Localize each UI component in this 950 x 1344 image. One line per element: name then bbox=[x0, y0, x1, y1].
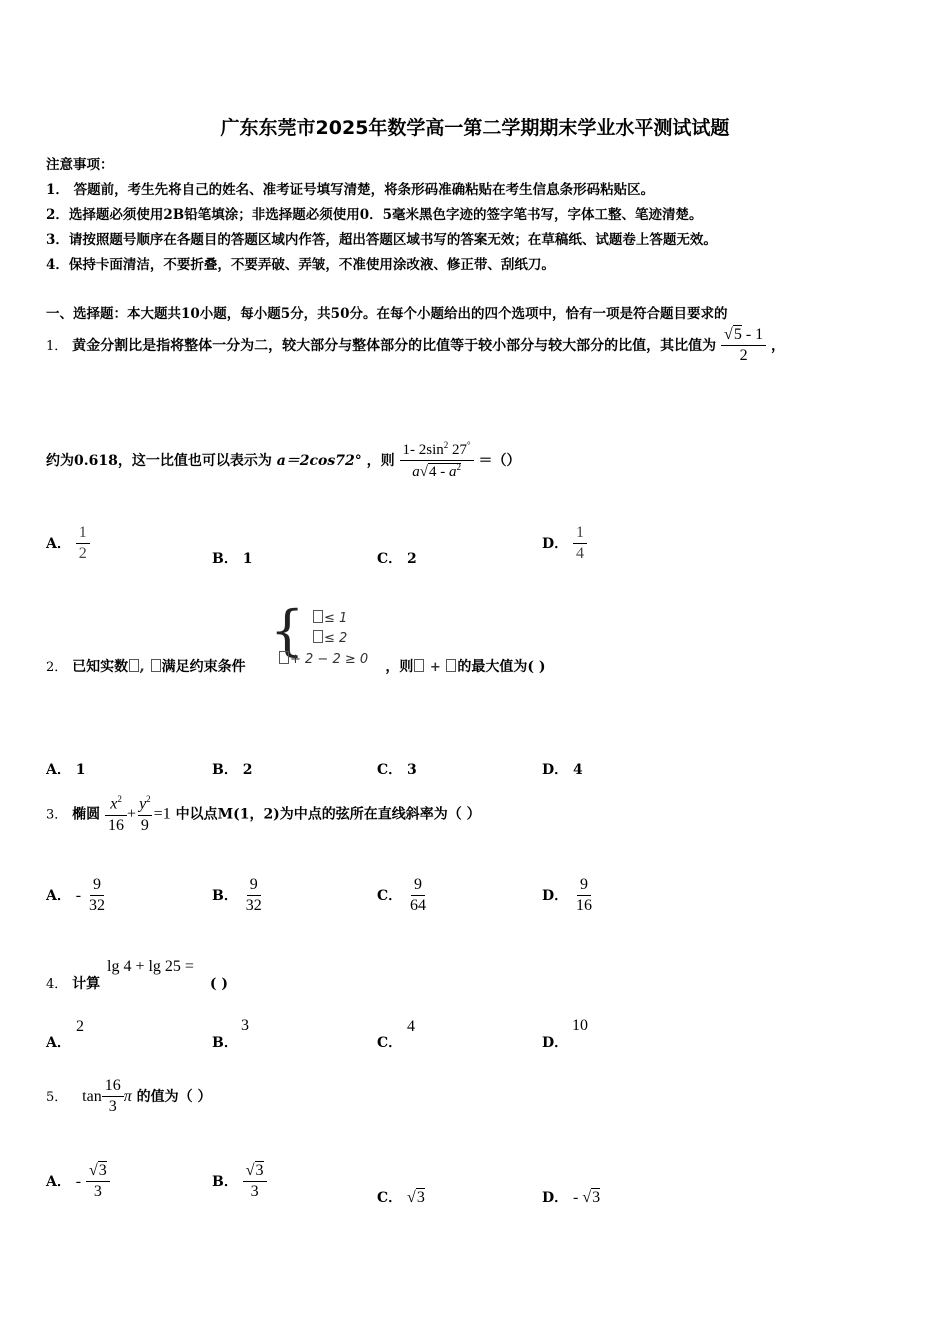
question-number: 5． bbox=[46, 1089, 68, 1105]
question-4: 4． 计算 ( ) bbox=[46, 976, 229, 992]
q1-option-a[interactable]: A． $\frac{1}{2}$ bbox=[46, 524, 90, 564]
question-number: 1． bbox=[46, 338, 68, 354]
q2-option-c[interactable]: C． 3 bbox=[377, 762, 417, 778]
q1-option-d[interactable]: D． $\frac{1}{4}$ bbox=[542, 524, 587, 564]
note-item-1: 1． 答题前，考生先将自己的姓名、准考证号填写清楚，将条形码准确粘贴在考生信息条形码粘贴区。 bbox=[46, 182, 655, 198]
q5-option-a[interactable]: A． - $\frac{√3}{3}$ bbox=[46, 1162, 110, 1202]
q5-option-b[interactable]: B． $\frac{√3}{3}$ bbox=[212, 1162, 267, 1202]
q1-option-b[interactable]: B． 1 bbox=[212, 551, 253, 567]
q5-option-c[interactable]: C． √3 bbox=[377, 1189, 425, 1206]
q2-option-b[interactable]: B． 2 bbox=[212, 762, 253, 778]
q4-option-c[interactable]: C． bbox=[377, 1035, 403, 1051]
question-5: 5． tan $\frac{16}{3}$ π 的值为（ ） bbox=[46, 1077, 212, 1116]
q3-option-a[interactable]: A． - $\frac{9}{32}$ bbox=[46, 876, 105, 915]
q3-option-c[interactable]: C． $\frac{9}{64}$ bbox=[377, 876, 427, 915]
question-text: 黄金分割比是指将整体一分为二，较大部分与整体部分的比值等于较小部分与较大部分的比值，其比值为 bbox=[72, 337, 717, 354]
question-1-line-1: 1． 黄金分割比是指将整体一分为二，较大部分与整体部分的比值等于较小部分与较大部分的比值，其比值为 $\frac{√5 - 1}{2}$ ， bbox=[46, 326, 786, 365]
q2-option-a[interactable]: A． 1 bbox=[46, 762, 86, 778]
page-title: 广东东莞市2025年数学高一第二学期期末学业水平测试试题 bbox=[220, 117, 730, 139]
question-1-line-2: 约为0.618，这一比值也可以表示为 a＝2cos72° ，则 $\frac{1- 2\sin^2 27^\circ}{a√4 - a^2}$ ＝（） bbox=[46, 440, 521, 481]
q4-option-d[interactable]: D． bbox=[542, 1035, 569, 1051]
note-item-4: 4．保持卡面清洁，不要折叠，不要弄破、弄皱，不准使用涂改液、修正带、刮纸刀。 bbox=[46, 257, 555, 273]
question-3: 3． 椭圆 $\frac{x^2}{16}$ + $\frac{y^2}{9}$ =1 中以点M(1，2)为中点的弦所在直线斜率为（ ） bbox=[46, 794, 481, 834]
a-expression: a＝2cos72° bbox=[276, 452, 362, 469]
question-number: 2． bbox=[46, 660, 68, 675]
notes-heading: 注意事项： bbox=[46, 157, 114, 173]
question-number: 4． bbox=[46, 977, 68, 992]
section-heading: 一、选择题：本大题共10小题，每小题5分，共50分。在每个小题给出的四个选项中，恰有一项是符合题目要求的 bbox=[46, 306, 728, 322]
lg-expression: lg 4 + lg 25 = bbox=[107, 958, 194, 975]
question-2: 2． 已知实数 , 满足约束条件 ，则 + 的最大值为( ) bbox=[46, 659, 546, 675]
note-item-2: 2．选择题必须使用2B铅笔填涂；非选择题必须使用0．5毫米黑色字迹的签字笔书写，字体工整、笔迹清楚。 bbox=[46, 207, 703, 223]
q3-option-d[interactable]: D． $\frac{9}{16}$ bbox=[542, 876, 593, 915]
q5-option-d[interactable]: D． - √3 bbox=[542, 1189, 601, 1206]
note-item-3: 3．请按照题号顺序在各题目的答题区域内作答，超出答题区域书写的答案无效；在草稿纸、试题卷上答题无效。 bbox=[46, 232, 717, 248]
golden-ratio-formula: $\frac{√5 - 1}{2}$ bbox=[721, 326, 766, 366]
q4-option-a[interactable]: A． bbox=[46, 1035, 71, 1051]
q1-option-c[interactable]: C． 2 bbox=[377, 551, 417, 567]
q4-option-b[interactable]: B． bbox=[212, 1035, 238, 1051]
q2-option-d[interactable]: D． 4 bbox=[542, 762, 583, 778]
q3-option-b[interactable]: B． $\frac{9}{32}$ bbox=[212, 876, 262, 915]
question-number: 3． bbox=[46, 807, 68, 823]
question-1-expression: $\frac{1- 2\sin^2 27^\circ}{a√4 - a^2}$ bbox=[400, 440, 474, 482]
